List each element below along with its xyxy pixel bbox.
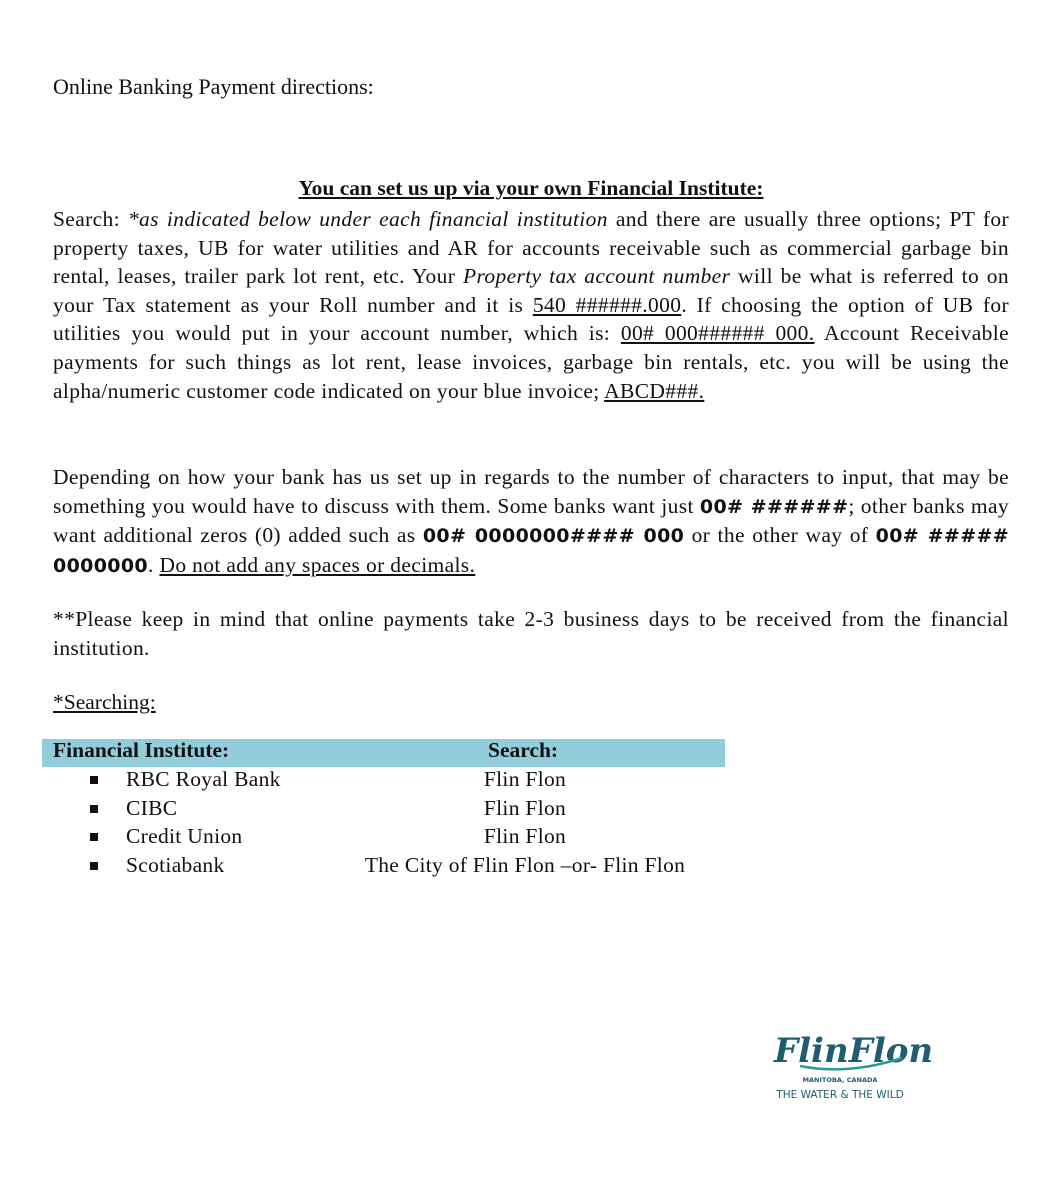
search-instructions-paragraph: Search: *as indicated below under each financial institution and there are usually three options; PT for property taxes, UB for water utilities and AR for accounts receivable such as commercial garbage bin rental, leases, trailer park lot rent, etc. Your Property tax account number will be what is referred to on your Tax statement as your Roll number and it is 540 ######.000. If choosing the option of UB for utilities you would put in your account number, which is: 00# 000###### 000. Account Receivable payments for such things as lot rent, lease invoices, garbage bin rentals, etc. you will be using the alpha/numeric customer code indicated on your blue invoice; ABCD###. <box>53 207 1010 403</box>
bullet-icon <box>90 805 98 813</box>
bank-name: Credit Union <box>126 824 243 848</box>
character-format-paragraph: Depending on how your bank has us set up in regards to the number of characters to input, that may be something you would have to discuss with them. Some banks want just 00# ######; other banks may want additional zeros (0) added such as 00# 0000000#### 000 or the other way of 00# ##### 0000000. Do not add any spaces or decimals. <box>53 465 1010 577</box>
table-row <box>0 824 1046 852</box>
search-term: The City of Flin Flon –or- Flin Flon <box>364 852 686 877</box>
column-header-institute: Financial Institute: <box>53 738 230 762</box>
search-term: Flin Flon <box>483 767 567 791</box>
bank-name: RBC Royal Bank <box>126 767 281 791</box>
logo-tagline: THE WATER & THE WILD <box>776 1089 904 1101</box>
search-term: Flin Flon <box>483 795 567 820</box>
bank-name: Scotiabank <box>126 852 225 877</box>
section-subtitle: You can set us up via your own Financial Institute: <box>298 176 764 200</box>
bullet-icon <box>90 833 98 841</box>
bullet-icon <box>90 862 98 870</box>
table-row <box>0 796 1046 824</box>
logo-region: MANITOBA, CANADA <box>802 1076 878 1084</box>
processing-time-note: **Please keep in mind that online payments take 2-3 business days to be received from the financial institution. <box>53 607 1009 660</box>
logo-wordmark: FlinFlon <box>774 1031 934 1071</box>
bank-name: CIBC <box>126 795 178 820</box>
table-row <box>0 853 1046 881</box>
flin-flon-logo <box>770 1020 934 1110</box>
searching-label: *Searching: <box>53 690 156 714</box>
search-term: Flin Flon <box>483 824 567 848</box>
column-header-search: Search: <box>488 738 559 762</box>
page-heading: Online Banking Payment directions: <box>53 74 374 99</box>
bullet-icon <box>90 776 98 784</box>
table-row <box>0 767 1046 795</box>
